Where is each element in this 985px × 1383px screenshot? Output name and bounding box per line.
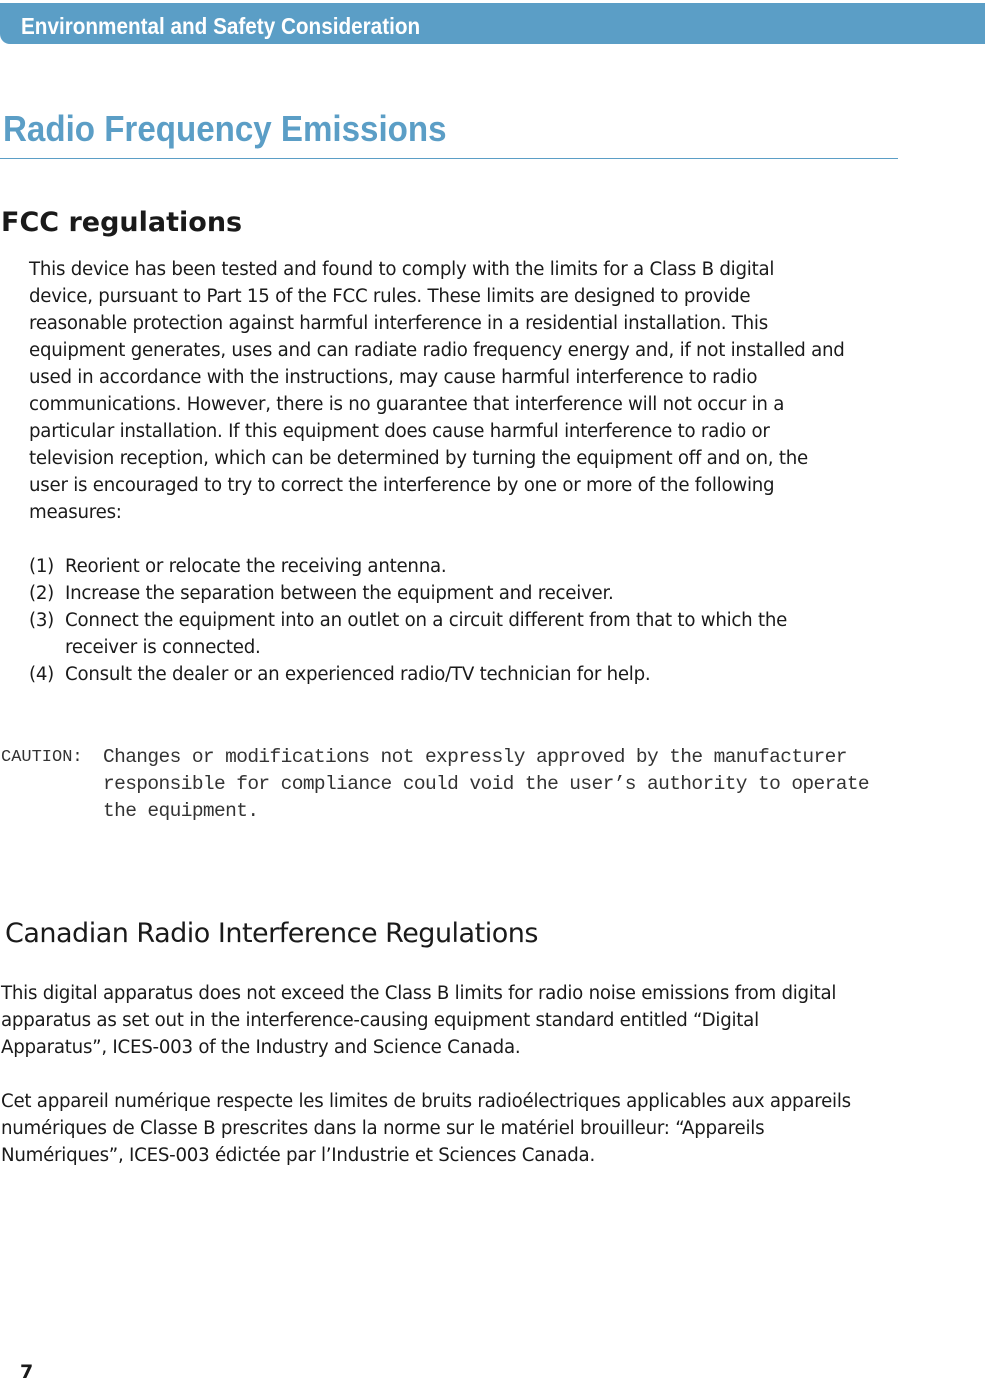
caution-line: the equipment. <box>103 800 259 822</box>
fcc-body-line: measures: <box>29 502 122 523</box>
measure-number: (4) <box>29 664 55 685</box>
measure-item <box>29 580 909 607</box>
header-bar <box>0 3 985 44</box>
caution-label: CAUTION: <box>1 748 83 767</box>
page-number: 7 <box>20 1361 34 1383</box>
fcc-heading: FCC regulations <box>1 207 243 238</box>
measure-number: (3) <box>29 610 55 631</box>
fcc-body-line: This device has been tested and found to comply with the limits for a Class B digital <box>29 259 775 280</box>
fcc-body-line: used in accordance with the instructions, may cause harmful interference to radio <box>29 367 758 388</box>
measure-text: Consult the dealer or an experienced radio/TV technician for help. <box>65 664 651 685</box>
canada-body <box>1 980 911 1196</box>
header-title: Environmental and Safety Consideration <box>21 13 421 39</box>
caution-notice <box>1 744 901 825</box>
measure-item-continuation <box>29 634 909 661</box>
measure-item <box>29 661 909 688</box>
fcc-body-line: communications. However, there is no guarantee that interference will not occur in a <box>29 394 785 415</box>
canada-english-line: Apparatus”, ICES-003 of the Industry and Science Canada. <box>1 1037 521 1058</box>
canada-french-paragraph <box>1 1088 911 1169</box>
measure-text: Increase the separation between the equipment and receiver. <box>65 583 614 604</box>
caution-line: Changes or modifications not expressly approved by the manufacturer <box>103 746 847 768</box>
caution-line: responsible for compliance could void the user’s authority to operate <box>103 773 870 795</box>
fcc-body-line: reasonable protection against harmful interference in a residential installation. This <box>29 313 768 334</box>
canada-french-line: Cet appareil numérique respecte les limites de bruits radioélectriques applicables aux appareils <box>1 1091 851 1112</box>
fcc-measures-list <box>29 553 909 688</box>
section-title: Radio Frequency Emissions <box>3 108 447 149</box>
fcc-body-line: particular installation. If this equipment does cause harmful interference to radio or <box>29 421 770 442</box>
measure-item <box>29 553 909 580</box>
measure-number: (1) <box>29 556 55 577</box>
canada-french-line: Numériques”, ICES-003 édictée par l’Industrie et Sciences Canada. <box>1 1145 595 1166</box>
section-divider <box>0 158 898 159</box>
canada-english-paragraph <box>1 980 911 1061</box>
fcc-body-line: user is encouraged to try to correct the interference by one or more of the following <box>29 475 775 496</box>
fcc-body-line: device, pursuant to Part 15 of the FCC rules. These limits are designed to provide <box>29 286 751 307</box>
caution-text <box>103 744 869 825</box>
measure-number-spacer <box>29 634 65 661</box>
fcc-body-line: equipment generates, uses and can radiate radio frequency energy and, if not installed and <box>29 340 845 361</box>
measure-text: receiver is connected. <box>65 637 261 658</box>
measure-item <box>29 607 909 634</box>
canada-english-line: apparatus as set out in the interference-causing equipment standard entitled “Digital <box>1 1010 759 1031</box>
canada-heading: Canadian Radio Interference Regulations <box>5 918 538 949</box>
fcc-body <box>29 256 909 526</box>
measure-number: (2) <box>29 583 55 604</box>
measure-text: Connect the equipment into an outlet on a circuit different from that to which the <box>65 610 788 631</box>
canada-english-line: This digital apparatus does not exceed the Class B limits for radio noise emissions from digital <box>1 983 837 1004</box>
fcc-body-line: television reception, which can be determined by turning the equipment off and on, the <box>29 448 808 469</box>
canada-french-line: numériques de Classe B prescrites dans la norme sur le matériel brouilleur: “Appareils <box>1 1118 765 1139</box>
measure-text: Reorient or relocate the receiving antenna. <box>65 556 447 577</box>
